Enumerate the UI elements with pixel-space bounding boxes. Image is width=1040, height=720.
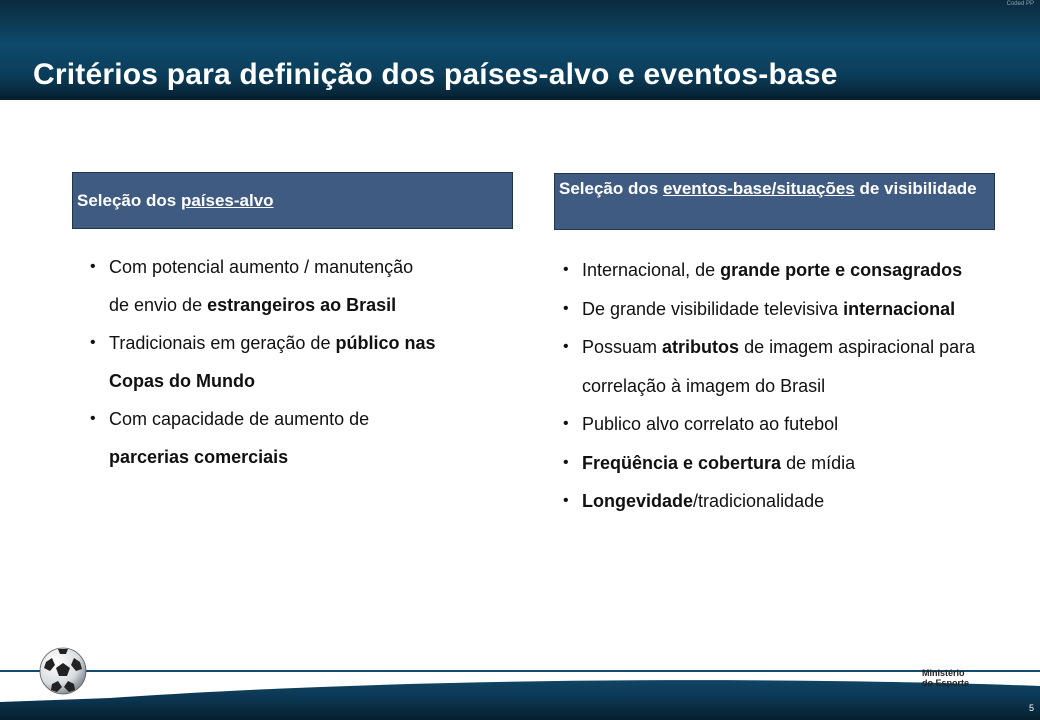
right-header-underlined: eventos-base/situações bbox=[662, 179, 855, 198]
bullet-text: de imagem aspiracional para correlação à imagem do Brasil bbox=[582, 337, 976, 396]
footer-curve bbox=[0, 672, 1040, 702]
right-header-suffix: de visibilidade bbox=[854, 179, 977, 198]
bullet-text: de mídia bbox=[781, 452, 856, 473]
list-item bbox=[563, 290, 993, 329]
slide-title: Critérios para definição dos países-alvo e eventos-base bbox=[33, 58, 838, 91]
soccer-ball-icon bbox=[38, 646, 88, 696]
left-bullet-list bbox=[90, 248, 510, 476]
bullet-bold-text: estrangeiros ao Brasil bbox=[207, 295, 397, 315]
list-item bbox=[90, 400, 510, 476]
page-number: 5 bbox=[1028, 703, 1034, 713]
header-strip bbox=[0, 96, 1040, 100]
list-item bbox=[563, 405, 993, 444]
bullet-text: de envio de bbox=[109, 295, 208, 315]
list-item bbox=[563, 328, 993, 405]
bullet-bold-text: público nas bbox=[335, 333, 436, 353]
list-item bbox=[563, 251, 993, 290]
corner-code: Coded PP bbox=[1006, 1, 1034, 7]
list-item bbox=[563, 444, 993, 483]
right-column-header bbox=[554, 173, 995, 230]
bullet-text: De grande visibilidade televisiva bbox=[582, 298, 844, 319]
bullet-text: Com capacidade de aumento de bbox=[109, 409, 370, 429]
logo-line-2: do Esporte bbox=[922, 678, 970, 688]
bullet-text: Com potencial aumento / manutenção bbox=[109, 257, 414, 277]
left-header-underlined: países-alvo bbox=[180, 191, 274, 210]
bullet-text: Possuam bbox=[582, 337, 663, 357]
bullet-bold-text: grande porte e consagrados bbox=[720, 260, 963, 280]
bullet-bold-text: Freqüência e cobertura bbox=[582, 452, 782, 473]
bullet-bold-text: Longevidade bbox=[582, 491, 694, 511]
left-column-header bbox=[72, 172, 513, 229]
ministry-logo bbox=[922, 668, 969, 688]
right-header-prefix: Seleção dos bbox=[559, 179, 663, 198]
bullet-text: Internacional, de bbox=[582, 260, 721, 280]
logo-line-1: Ministério bbox=[922, 668, 965, 678]
bullet-bold-text: parcerias comerciais bbox=[109, 447, 289, 467]
bullet-text: Tradicionais em geração de bbox=[109, 333, 336, 353]
list-item bbox=[90, 248, 510, 324]
bullet-text: Publico alvo correlato ao futebol bbox=[582, 414, 839, 434]
list-item bbox=[563, 482, 993, 521]
bullet-text: /tradicionalidade bbox=[693, 491, 825, 511]
bullet-bold-text: internacional bbox=[843, 298, 956, 319]
left-header-prefix: Seleção dos bbox=[77, 191, 181, 210]
bullet-bold-text: Copas do Mundo bbox=[109, 371, 255, 391]
bullet-bold-text: atributos bbox=[662, 337, 740, 357]
list-item bbox=[90, 324, 510, 400]
right-bullet-list bbox=[563, 251, 993, 521]
